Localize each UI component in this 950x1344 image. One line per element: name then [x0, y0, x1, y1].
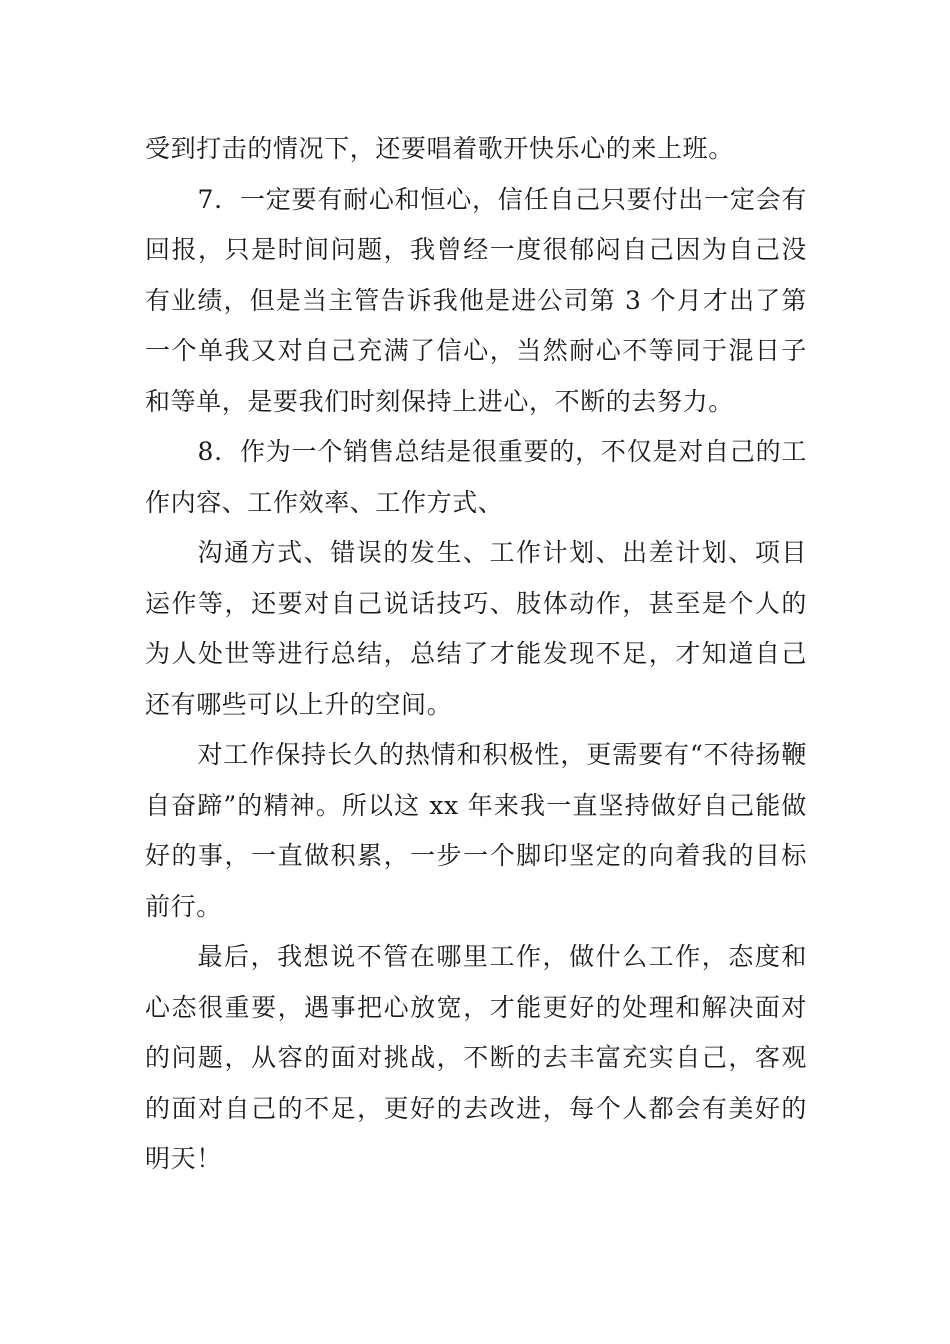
paragraph-summary-methods: 沟通方式、错误的发生、工作计划、出差计划、项目运作等，还要对自己说话技巧、肢体动作，甚至是个人的为人处世等进行总结，总结了才能发现不足，才知道自己还有哪些可以上升的空间。	[145, 538, 807, 719]
paragraph-conclusion: 最后，我想说不管在哪里工作，做什么工作，态度和心态很重要，遇事把心放宽，才能更好的处理和解决面对的问题，从容的面对挑战，不断的去丰富充实自己，客观的面对自己的不足，更好的去改进，每个人都会有美好的明天！	[145, 942, 807, 1173]
document-body	[145, 124, 807, 1185]
paragraph-enthusiasm: 对工作保持长久的热情和积极性，更需要有“不待扬鞭自奋蹄”的精神。所以这 xx 年来我一直坚持做好自己能做好的事，一直做积累，一步一个脚印坚定的向着我的目标前行。	[145, 740, 807, 921]
paragraph-item-8: 8．作为一个销售总结是很重要的，不仅是对自己的工作内容、工作效率、工作方式、	[145, 437, 807, 517]
paragraph-continuation: 受到打击的情况下，还要唱着歌开快乐心的来上班。	[145, 134, 734, 163]
paragraph-item-7: 7．一定要有耐心和恒心，信任自己只要付出一定会有回报，只是时间问题，我曾经一度很郁闷自己因为自己没有业绩，但是当主管告诉我他是进公司第 3 个月才出了第一个单我又对自己充满了信心，当然耐心不等同于混日子和等单，是要我们时刻保持上进心，不断的去努力。	[145, 184, 807, 416]
